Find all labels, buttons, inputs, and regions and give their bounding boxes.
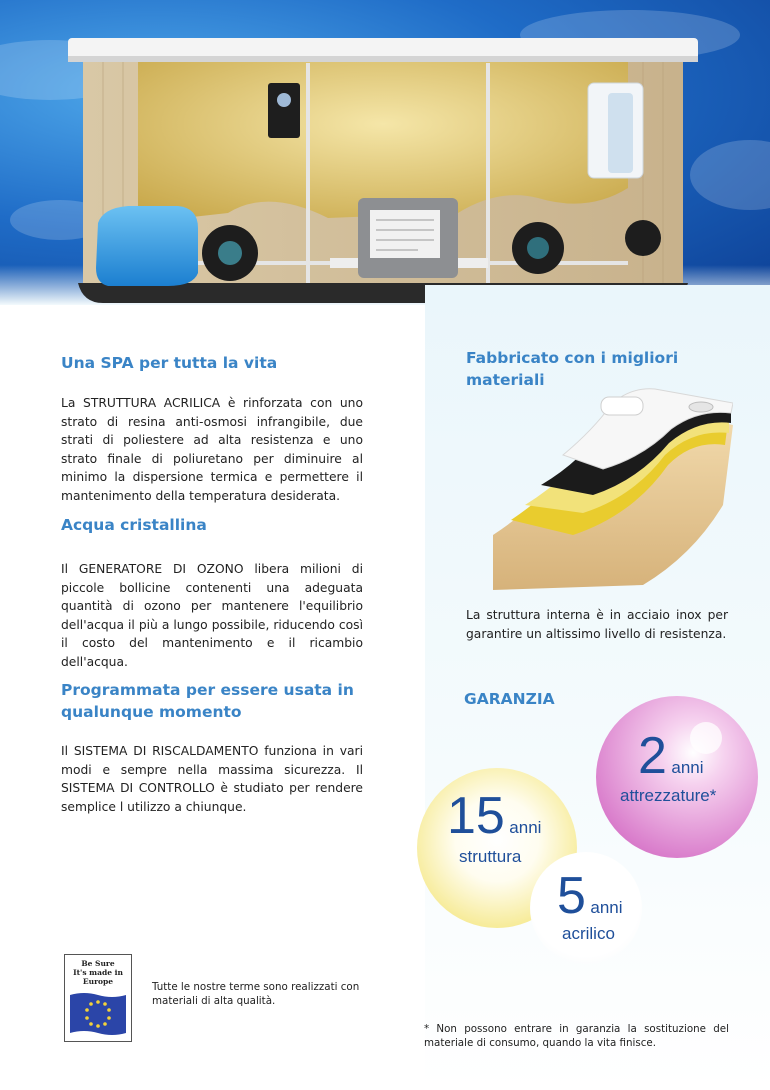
warranty-structure-label: struttura [459,847,522,866]
warranty-acrylic-label: acrilico [562,924,615,943]
section-body-spa: La STRUTTURA ACRILICA è rinforzata con uno strato di resina anti-osmosi infrangibile, due strati di poliestere ad alta resistenza e uno strato finale di poliuretano per diminuire al minimo la dispersione termica e permettere il mantenimento della temperatura desiderata. [61,396,363,503]
badge-line-1: Be Sure [81,959,115,968]
section-title-water: Acqua cristallina [61,516,207,534]
eu-flag-icon [70,991,126,1037]
badge-line-2: It's made in [73,968,123,977]
materials-caption: La struttura interna è in acciaio inox per garantire un altissimo livello di resistenza. [466,608,728,641]
badge-line-3: Europe [82,977,114,986]
section-body-water: Il GENERATORE DI OZONO libera milioni di piccole bollicine contenenti una adeguata quantità di ozono per mantenere l'equilibrio dell'acqua il più a lungo possibile, riducendo così il costo del mantenimento e il ricambio dell'acqua. [61,562,363,669]
warranty-title: GARANZIA [464,690,555,708]
warranty-structure-unit: anni [509,818,542,837]
section-title-programmed: Programmata per essere usata in qualunque momento [61,681,354,721]
hero-image [0,0,770,305]
warranty-acrylic-number-group [557,866,623,926]
warranty-structure-number-group [447,786,541,846]
warranty-equipment-unit: anni [671,758,704,777]
footer-warranty-note: * Non possono entrare in garanzia la sostituzione del materiale di consumo, quando la vita finisce. [424,1023,729,1049]
warranty-acrylic-unit: anni [590,898,623,917]
footer-quality-note: Tutte le nostre terme sono realizzati con materiali di alta qualità. [152,981,360,1007]
spa-cutaway-illustration [68,38,698,303]
section-title-spa: Una SPA per tutta la vita [61,354,278,372]
warranty-equipment-number: 2 [638,727,667,785]
warranty-equipment-number-group [638,726,704,786]
made-in-europe-badge [64,954,132,1042]
warranty-equipment-label: attrezzature* [620,786,717,805]
badge-text [65,959,131,986]
warranty-acrylic-number: 5 [557,867,586,925]
materials-title: Fabbricato con i migliori materiali [466,349,679,389]
section-body-programmed: Il SISTEMA DI RISCALDAMENTO funziona in vari modi e sempre nella massima sicurezza. Il SISTEMA DI CONTROLLO è studiato per rendere semplice l utilizzo a chiunque. [61,744,363,814]
material-layers-illustration [493,385,733,590]
warranty-structure-number: 15 [447,787,505,845]
